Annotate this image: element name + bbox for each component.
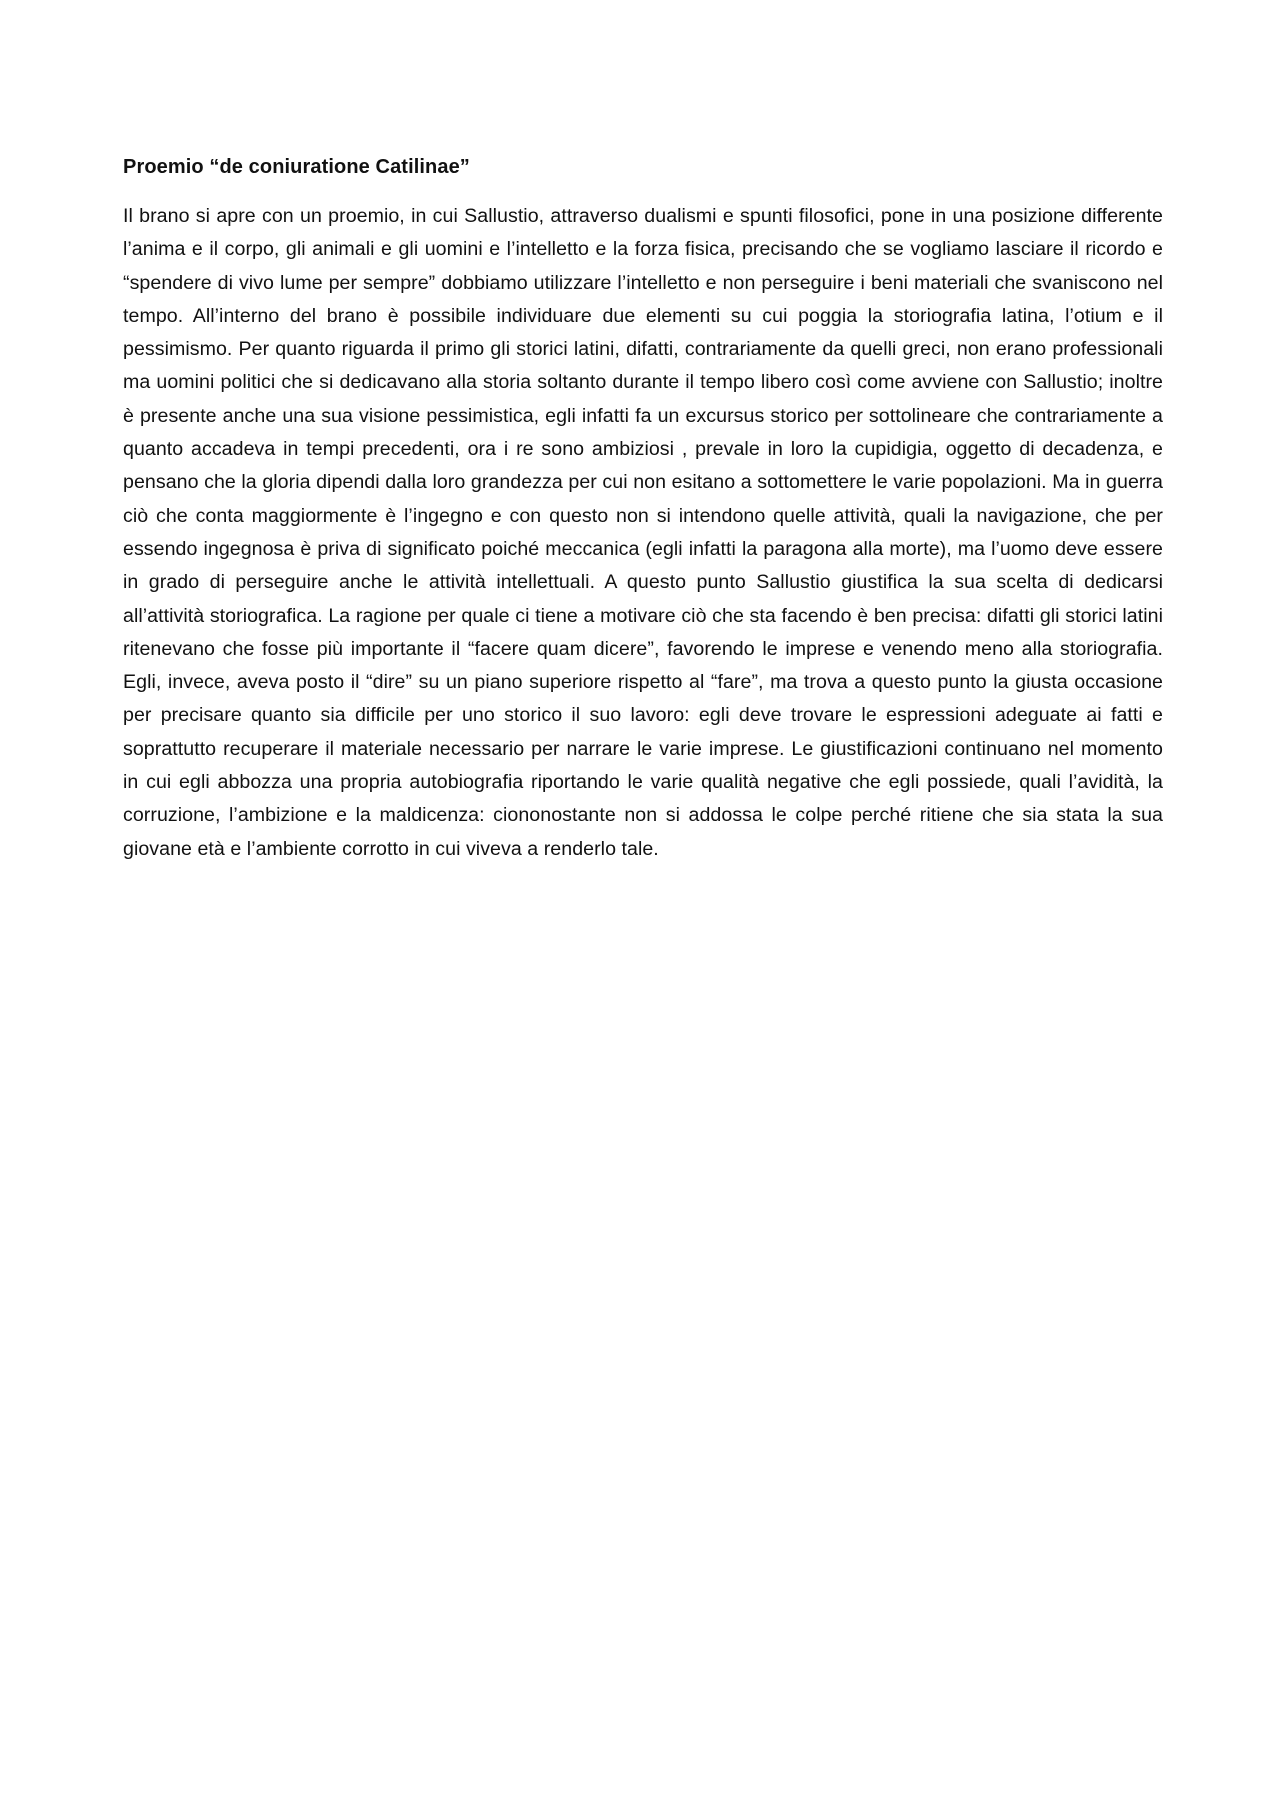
document-body-paragraph: Il brano si apre con un proemio, in cui Sallustio, attraverso dualismi e spunti filosofici, pone in una posizione differente l’anima e il corpo, gli animali e gli uomini e l’intelletto e la forza fisica, precisando che se vogliamo lasciare il ricordo e “spendere di vivo lume per sempre” dobbiamo utilizzare l’intelletto e non perseguire i beni materiali che svaniscono nel tempo. All’interno del brano è possibile individuare due elementi su cui poggia la storiografia latina, l’otium e il pessimismo. Per quanto riguarda il primo gli storici latini, difatti, contrariamente da quelli greci, non erano professionali ma uomini politici che si dedicavano alla storia soltanto durante il tempo libero così come avviene con Sallustio; inoltre è presente anche una sua visione pessimistica, egli infatti fa un excursus storico per sottolineare che contrariamente a quanto accadeva in tempi precedenti, ora i re sono ambiziosi , prevale in loro la cupidigia, oggetto di decadenza, e pensano che la gloria dipendi dalla loro grandezza per cui non esitano a sottomettere le varie popolazioni. Ma in guerra ciò che conta maggiormente è l’ingegno e con questo non si intendono quelle attività, quali la navigazione, che per essendo ingegnosa è priva di significato poiché meccanica (egli infatti la paragona alla morte), ma l’uomo deve essere in grado di perseguire anche le attività intellettuali. A questo punto Sallustio giustifica la sua scelta di dedicarsi all’attività storiografica. La ragione per quale ci tiene a motivare ciò che sta facendo è ben precisa: difatti gli storici latini ritenevano che fosse più importante il “facere quam dicere”, favorendo le imprese e venendo meno alla storiografia. Egli, invece, aveva posto il “dire” su un piano superiore rispetto al “fare”, ma trova a questo punto la giusta occasione per precisare quanto sia difficile per uno storico il suo lavoro: egli deve trovare le espressioni adeguate ai fatti e soprattutto recuperare il materiale necessario per narrare le varie imprese. Le giustificazioni continuano nel momento in cui egli abbozza una propria autobiografia riportando le varie qualità negative che egli possiede, quali l’avidità, la corruzione, l’ambizione e la maldicenza: ciononostante non si addossa le colpe perché ritiene che sia stata la sua giovane età e l’ambiente corrotto in cui viveva a renderlo tale.: [123, 205, 1163, 860]
document-title: Proemio “de coniuratione Catilinae”: [123, 156, 470, 178]
document-content: [123, 150, 1163, 866]
